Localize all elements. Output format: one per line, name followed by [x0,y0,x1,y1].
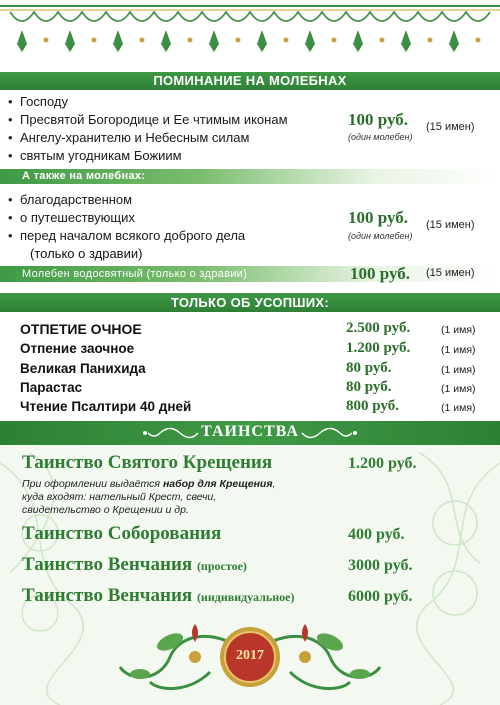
list-item: • святым угодникам Божиим [20,148,182,163]
baptism-title: Таинство Святого Крещения [22,452,273,473]
list-item: • благодарственном [20,192,132,207]
also-count: (15 имен) [426,219,475,231]
list-item-continued: (только о здравии) [30,246,143,261]
deceased-service-price: 800 руб. [346,398,399,414]
water-price: 100 руб. [350,264,411,283]
also-header: А также на молебнах: [0,169,500,184]
list-item: • Ангелу-хранителю и Небесным силам [20,130,249,145]
commemoration-header: ПОМИНАНИЕ НА МОЛЕБНАХ [0,72,500,90]
deceased-service-name: Великая Панихида [20,361,146,376]
commemoration-count: (15 имен) [426,121,475,133]
deceased-header: ТОЛЬКО ОБ УСОПШИХ: [0,293,500,312]
deceased-service-name: Отпение заочное [20,341,135,356]
list-item: • о путешествующих [20,210,135,225]
top-ornament [0,0,500,62]
sacraments-header: ТАИНСТВА [201,423,299,440]
water-blessing-row: Молебен водосвятный (только о здравии) [0,266,500,282]
also-price-note: (один молебен) [348,231,413,241]
deceased-service-count: (1 имя) [441,324,476,336]
deceased-service-name: ОТПЕТИЕ ОЧНОЕ [20,321,142,337]
commemoration-price-note: (один молебен) [348,132,413,142]
deceased-service-count: (1 имя) [441,364,476,376]
water-count: (15 имен) [426,267,475,279]
wedding-individual-price: 6000 руб. [348,588,413,605]
deceased-service-count: (1 имя) [441,383,476,395]
wedding-simple-price: 3000 руб. [348,557,413,574]
wedding-simple-title: Таинство Венчания (простое) [22,554,247,575]
baptism-price: 1.200 руб. [348,455,417,472]
also-price: 100 руб. [348,208,409,227]
wedding-simple-sub: (простое) [196,559,247,573]
wedding-individual-sub: (индивидуальное) [196,590,295,604]
list-item: • Господу [20,94,68,109]
deceased-service-count: (1 имя) [441,402,476,414]
unction-title: Таинство Соборования [22,523,222,544]
list-item: • Пресвятой Богородице и Ее чтимым иконам [20,112,288,127]
deceased-service-price: 1.200 руб. [346,340,411,356]
deceased-service-price: 80 руб. [346,360,392,376]
deceased-service-price: 2.500 руб. [346,320,411,336]
list-item: • перед началом всякого доброго дела [20,228,245,243]
deceased-service-name: Парастас [20,380,83,395]
deceased-service-count: (1 имя) [441,344,476,356]
unction-price: 400 руб. [348,526,405,543]
wedding-individual-title: Таинство Венчания (индивидуальное) [22,585,295,606]
deceased-service-price: 80 руб. [346,379,392,395]
commemoration-price: 100 руб. [348,110,409,129]
deceased-service-name: Чтение Псалтири 40 дней [20,399,192,414]
footer-year: 2017 [236,648,264,663]
baptism-note: При оформлении выдаётся набор для Крещения, куда входят: нательный Крест, свечи, свидетельство о Крещении и др. [22,478,276,516]
